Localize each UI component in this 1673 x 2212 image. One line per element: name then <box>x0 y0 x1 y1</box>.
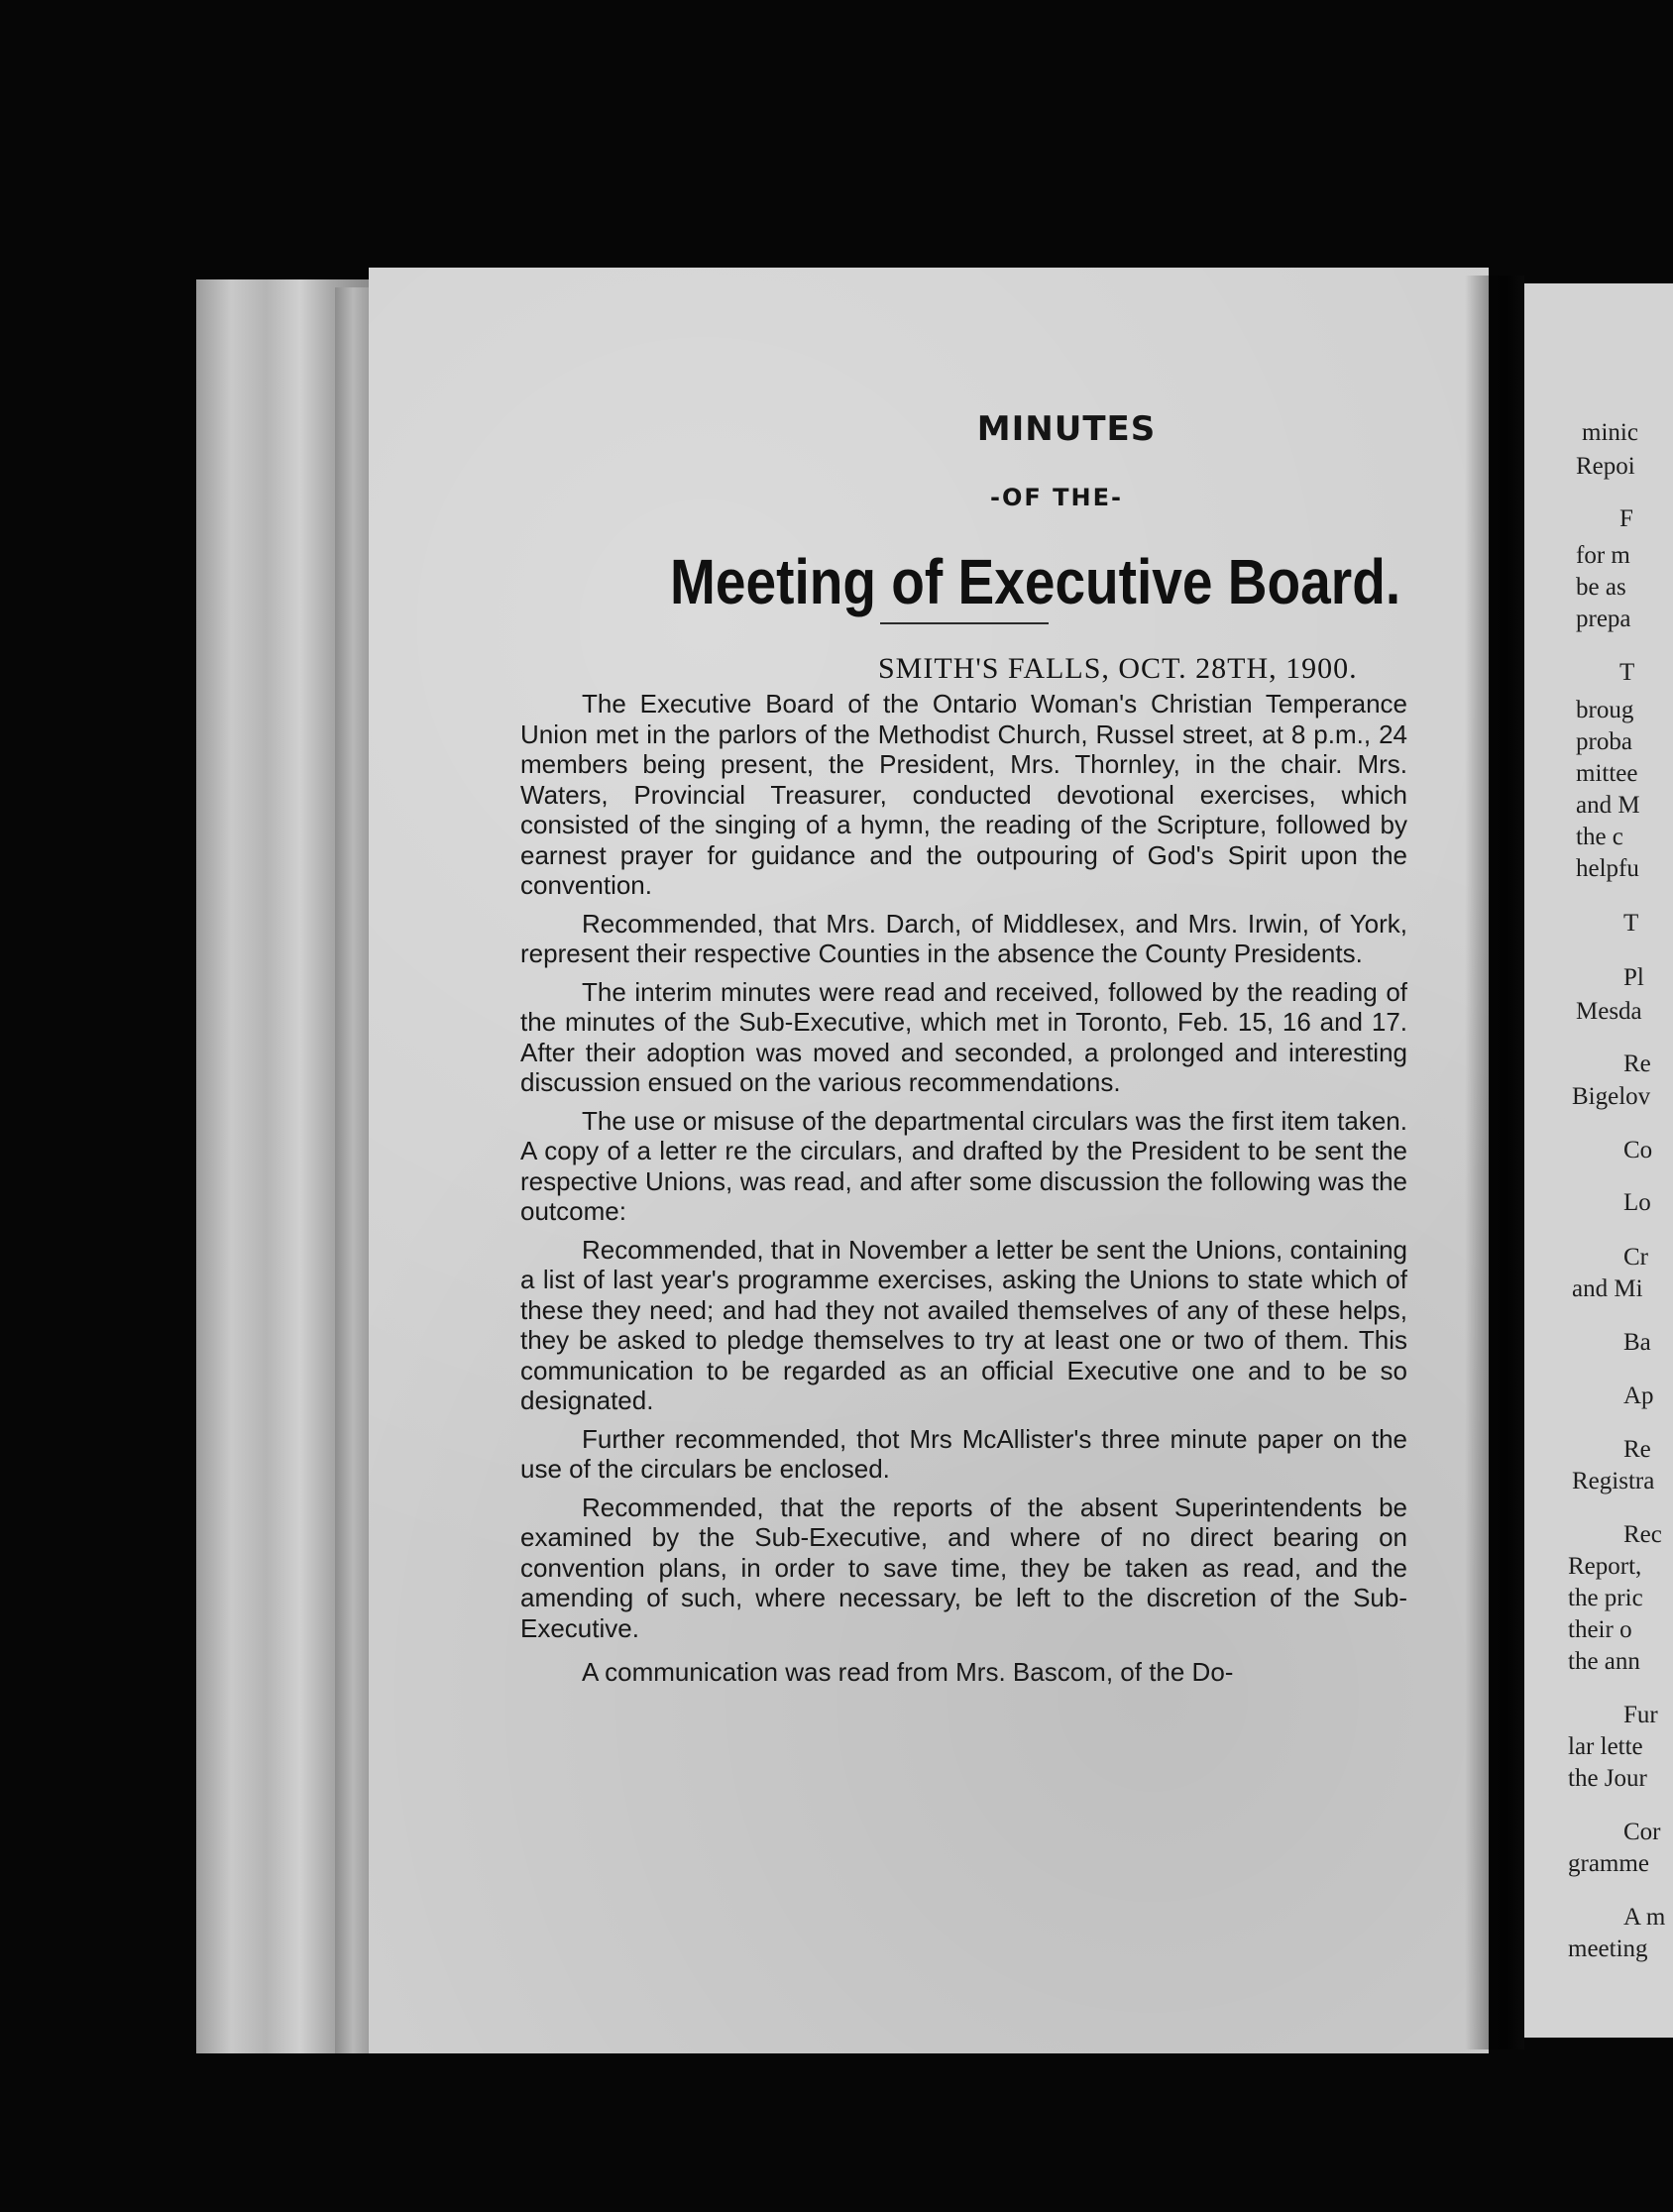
facing-page-text-fragment: A m <box>1623 1904 1666 1931</box>
facing-page-text-fragment: Registra <box>1572 1468 1655 1494</box>
facing-page-text-fragment: helpfu <box>1576 855 1639 882</box>
paragraph: Further recommended, thot Mrs McAllister's three minute paper on the use of the circulars be enclosed. <box>520 1423 1407 1484</box>
facing-page-text-fragment: F <box>1619 505 1633 532</box>
facing-page-text-fragment: Ap <box>1623 1382 1654 1409</box>
facing-page-text-fragment: Rec <box>1623 1521 1662 1548</box>
facing-page-text-fragment: proba <box>1576 728 1632 755</box>
facing-page-text-fragment: be as <box>1576 574 1626 601</box>
facing-page-text-fragment: mittee <box>1576 760 1638 787</box>
facing-page-text-fragment: gramme <box>1568 1850 1649 1877</box>
facing-page-text-fragment: Cor <box>1623 1819 1661 1845</box>
facing-page-text-fragment: T <box>1619 659 1635 686</box>
facing-page-text-fragment: the Jour <box>1568 1765 1647 1792</box>
minutes-body <box>520 689 1407 1696</box>
title-rule <box>880 622 1049 624</box>
paragraph: Recommended, that Mrs. Darch, of Middlesex, and Mrs. Irwin, of York, represent their respective Counties in the absence the County Presidents. <box>520 908 1407 968</box>
facing-page-text-fragment: and M <box>1576 792 1640 819</box>
facing-page-text-fragment: Ba <box>1623 1329 1651 1356</box>
facing-page-text-fragment: Repoi <box>1576 453 1635 480</box>
paragraph: Recommended, that the reports of the absent Superintendents be examined by the Sub-Executive, and where of no direct bearing on convention plans, in order to save time, they be taken as read, and the amending of such, where necessary, be left to the discretion of the Sub-Executive. <box>520 1492 1407 1643</box>
paragraph: The use or misuse of the departmental circulars was the first item taken. A copy of a letter re the circulars, and drafted by the President to be sent the respective Unions, was read, and after some discussion the following was the outcome: <box>520 1105 1407 1226</box>
facing-page-text-fragment: the pric <box>1568 1585 1643 1611</box>
facing-page-text-fragment: T <box>1623 910 1639 937</box>
facing-page-text-fragment: Re <box>1623 1436 1651 1463</box>
dateline: SMITH'S FALLS, OCT. 28TH, 1900. <box>878 652 1358 685</box>
facing-page-text-fragment: meeting <box>1568 1936 1648 1962</box>
heading-minutes: MINUTES <box>976 409 1157 449</box>
facing-page-text-fragment: and Mi <box>1572 1275 1643 1302</box>
facing-page-text-fragment: the ann <box>1568 1648 1640 1675</box>
facing-page-text-fragment: prepa <box>1576 606 1631 632</box>
facing-page-text-fragment: Fur <box>1623 1702 1658 1728</box>
facing-page-text-fragment: Re <box>1623 1051 1651 1077</box>
facing-page-text-fragment: Mesda <box>1576 998 1642 1025</box>
gutter-shadow <box>1465 276 1524 2049</box>
facing-page-text-fragment: Lo <box>1623 1189 1651 1216</box>
facing-page-text-fragment: lar lette <box>1568 1733 1643 1760</box>
paragraph: The Executive Board of the Ontario Woman's Christian Temperance Union met in the parlors of the Methodist Church, Russel street, at 8 p.m., 24 members being present, the President, Mrs. Thornley, in the chair. Mrs. Waters, Provincial Treasurer, conducted devotional exercises, which consisted of the singing of a hymn, the reading of the Scripture, followed by earnest prayer for guidance and the outpouring of God's Spirit upon the convention. <box>520 689 1407 900</box>
heading-of-the: -OF THE- <box>990 484 1123 511</box>
facing-page-text-fragment: the c <box>1576 824 1623 850</box>
paragraph: The interim minutes were read and received, followed by the reading of the minutes of the Sub-Executive, which met in Toronto, Feb. 15, 16 and 17. After their adoption was moved and seconded, a prolonged and interesting discussion ensued on the various recommendations. <box>520 976 1407 1097</box>
facing-page-text-fragment: broug <box>1576 697 1634 723</box>
heading-main-title: Meeting of Executive Board. <box>670 546 1401 617</box>
paragraph-continued: A communication was read from Mrs. Bascom, of the Do- <box>582 1657 1234 1687</box>
facing-page-text-fragment: Pl <box>1623 964 1644 991</box>
facing-page-text-fragment: Co <box>1623 1137 1653 1163</box>
facing-page-text-fragment: their o <box>1568 1616 1632 1643</box>
facing-page-text-fragment: Cr <box>1623 1244 1648 1271</box>
facing-page-text-fragment: Bigelov <box>1572 1083 1651 1110</box>
facing-page-text-fragment: for m <box>1576 542 1630 569</box>
facing-page-text-fragment: Report, <box>1568 1553 1642 1580</box>
facing-page-text-fragment: minic <box>1582 419 1638 446</box>
paragraph: Recommended, that in November a letter be sent the Unions, containing a list of last year's programme exercises, asking the Unions to state which of these they need; and had they not availed themselves of any of these helps, they be asked to pledge themselves to try at least one or two of them. This communication to be regarded as an official Executive one and to be so designated. <box>520 1234 1407 1415</box>
